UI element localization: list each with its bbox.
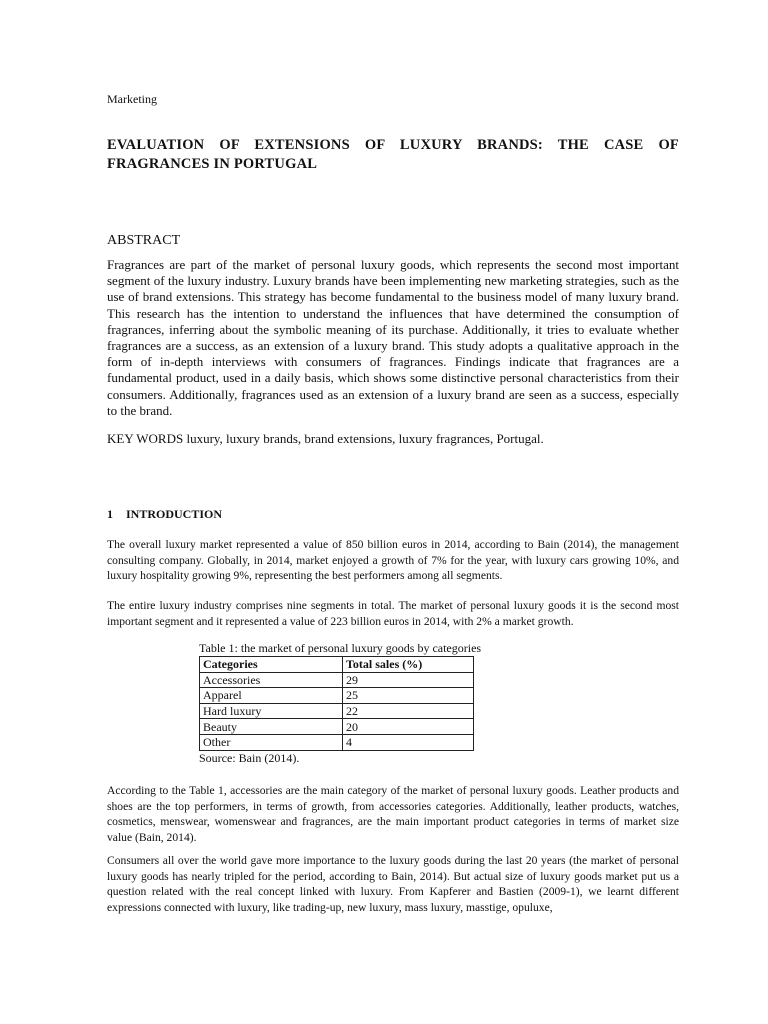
keywords-label: KEY WORDS [107,431,184,446]
abstract-heading: ABSTRACT [107,233,181,248]
intro-paragraph-4: Consumers all over the world gave more importance to the luxury goods during the last 20 years (the market of personal luxury goods has nearly tripled for the period, according to Bain, 2014). But actual size of luxury goods market put us a question related with the real concept linked with luxury. From Kapferer and Bastien (2009-1), we learnt different expressions connected with luxury, like trading-up, new luxury, mass luxury, masstige, opuluxe, [107,854,679,914]
column-header-categories: Categories [200,657,343,673]
abstract-body: Fragrances are part of the market of personal luxury goods, which represents the second most important segment of the luxury industry. Luxury brands have been implementing new marketing strategies, such as the use of brand extensions. This strategy has become fundamental to the business model of many luxury brand. This research has the intention to understand the influences that have determined the consumption of fragrances, inferring about the symbolic meaning of its purchase. Additionally, it tries to evaluate whether fragrances are a success, as an extension of a luxury brand. This study adopts a qualitative approach in the form of in-depth interviews with consumers of fragrances. Findings indicate that fragrances are a fundamental product, used in a daily basis, which shows some distinctive personal characteristics from their consumers. Additionally, fragrances used as an extension of a luxury brand are seen as a success, especially to the brand. [107,257,679,418]
paper-title: EVALUATION OF EXTENSIONS OF LUXURY BRANDS: THE CASE OF FRAGRANCES IN PORTUGAL [107,137,679,172]
table-cell-category: Other [200,734,343,750]
table-row [200,672,474,688]
table-cell-category: Apparel [200,688,343,704]
intro-paragraph-2: The entire luxury industry comprises nine segments in total. The market of personal luxury goods it is the second most important segment and it represented a value of 223 billion euros in 2014, with 2% a market growth. [107,599,679,628]
column-header-total-sales: Total sales (%) [343,657,474,673]
table-header-row [200,657,474,673]
intro-paragraph-1: The overall luxury market represented a value of 850 billion euros in 2014, according to Bain (2014), the management consulting company. Globally, in 2014, market enjoyed a growth of 7% for the year, with luxury cars growing 10%, and luxury hospitality growing 9%, representing the best performers among all segments. [107,538,679,582]
table-cell-value: 29 [343,672,474,688]
keywords-line [107,431,679,447]
table-cell-category: Hard luxury [200,703,343,719]
section-title: INTRODUCTION [126,507,223,521]
section-label: Marketing [107,92,157,106]
table-row [200,719,474,735]
table-row [200,688,474,704]
introduction-heading [107,507,222,522]
table-row [200,734,474,750]
keywords-list: luxury, luxury brands, brand extensions, luxury fragrances, Portugal. [186,431,544,446]
table-cell-value: 25 [343,688,474,704]
section-number: 1 [107,507,113,521]
table-cell-value: 20 [343,719,474,735]
table-cell-value: 22 [343,703,474,719]
table-cell-value: 4 [343,734,474,750]
intro-paragraph-3: According to the Table 1, accessories are the main category of the market of personal luxury goods. Leather products and shoes are the top performers, in terms of growth, from accessories categories. Additionally, leather products, watches, cosmetics, menswear, womenswear and fragrances, are the main important product categories in terms of market size value (Bain, 2014). [107,784,679,844]
luxury-goods-table [199,656,474,751]
table-caption: Table 1: the market of personal luxury goods by categories [199,641,482,655]
table-cell-category: Beauty [200,719,343,735]
table-cell-category: Accessories [200,672,343,688]
table-row [200,703,474,719]
table-source: Source: Bain (2014). [199,751,300,765]
